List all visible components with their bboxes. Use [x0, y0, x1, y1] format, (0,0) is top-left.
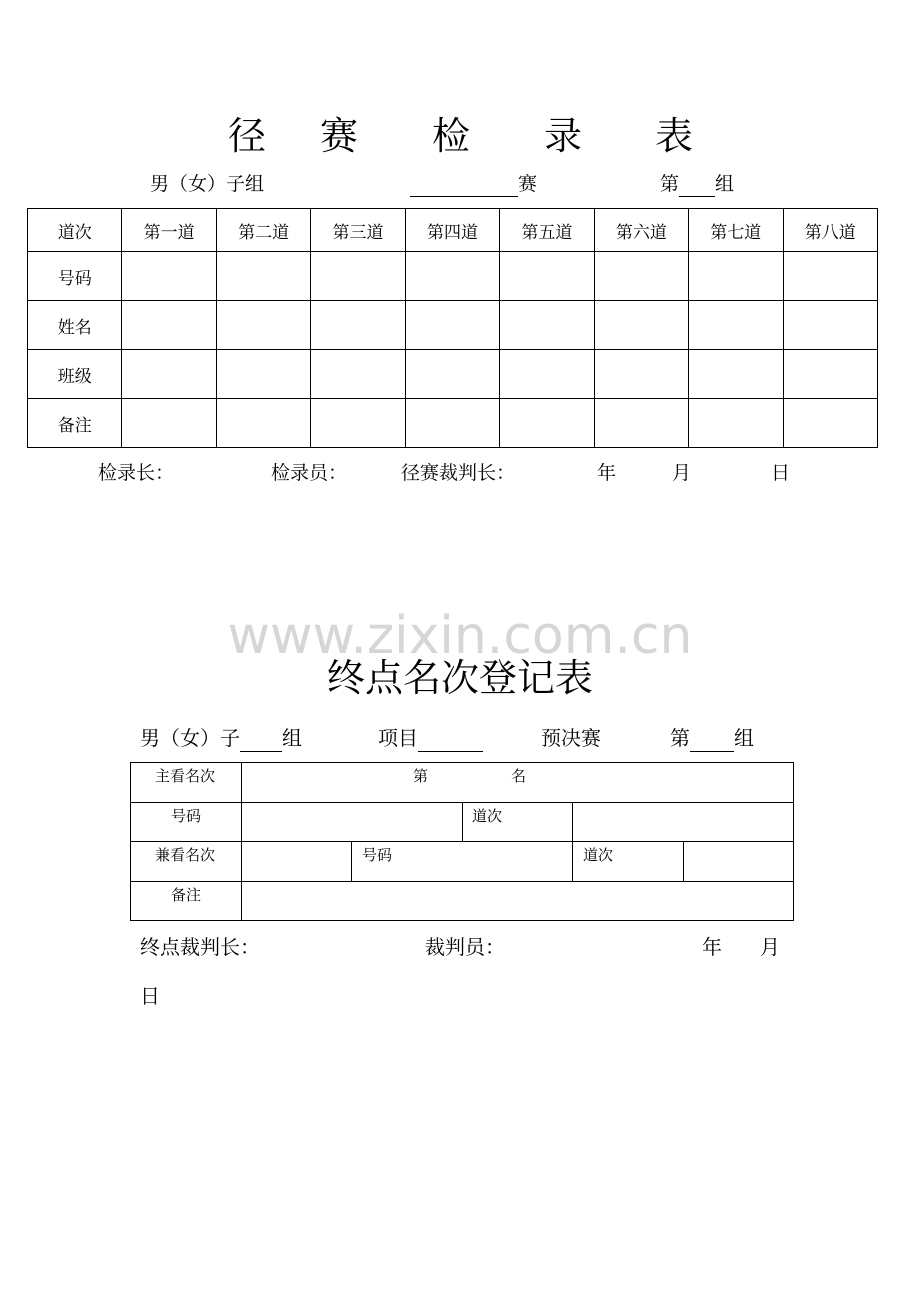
entry-cell[interactable] [500, 350, 594, 399]
entry-cell[interactable] [216, 252, 310, 301]
entry-cell[interactable] [216, 399, 310, 448]
heat-field [660, 171, 734, 197]
number-label: 号码 [171, 807, 202, 825]
entry-cell[interactable] [216, 301, 310, 350]
header-cell: 第八道 [783, 209, 878, 252]
group-blank[interactable] [240, 731, 282, 752]
entry-cell[interactable] [594, 399, 688, 448]
row-divider [131, 881, 793, 882]
table-row [28, 301, 878, 350]
entry-cell[interactable] [689, 350, 783, 399]
form1-title-char: 径 [228, 114, 267, 158]
header-cell: 第三道 [311, 209, 405, 252]
entry-cell[interactable] [122, 301, 216, 350]
event-blank[interactable] [418, 731, 483, 752]
col-divider [683, 841, 684, 881]
col-divider [462, 802, 463, 841]
sub-number-label: 号码 [362, 846, 393, 864]
entry-cell[interactable] [311, 252, 405, 301]
form1-title-char: 赛 [320, 114, 359, 158]
watermark: www.zixin.com.cn [227, 606, 693, 666]
referee-label: 径赛裁判长： [401, 462, 516, 484]
entry-cell[interactable] [500, 252, 594, 301]
heat-field [670, 724, 754, 752]
entry-cell[interactable] [311, 301, 405, 350]
header-cell: 第四道 [405, 209, 499, 252]
header-cell: 第六道 [594, 209, 688, 252]
entry-cell[interactable] [594, 350, 688, 399]
header-cell: 第二道 [216, 209, 310, 252]
event-blank[interactable] [410, 176, 518, 197]
heat-suffix: 组 [734, 726, 754, 750]
entry-cell[interactable] [783, 350, 878, 399]
row-label: 姓名 [28, 301, 122, 350]
heat-prefix: 第 [660, 173, 680, 195]
heat-blank[interactable] [679, 176, 715, 197]
entry-cell[interactable] [405, 399, 499, 448]
month-label: 月 [672, 462, 692, 484]
header-cell: 第五道 [500, 209, 594, 252]
finish-referee-label: 终点裁判长： [140, 935, 260, 959]
round-label: 预决赛 [541, 726, 601, 750]
header-cell: 第七道 [689, 209, 783, 252]
heat-suffix: 组 [715, 173, 735, 195]
row-label: 备注 [28, 399, 122, 448]
group-field [140, 724, 302, 752]
group-suffix: 组 [282, 726, 302, 750]
row-label: 班级 [28, 350, 122, 399]
entry-cell[interactable] [405, 350, 499, 399]
chief-label: 检录长： [98, 462, 175, 484]
row-label: 号码 [28, 252, 122, 301]
entry-cell[interactable] [122, 252, 216, 301]
day-label: 日 [140, 984, 160, 1008]
finish-table [130, 762, 794, 921]
table-row [28, 252, 878, 301]
col-divider [351, 841, 352, 881]
entry-cell[interactable] [783, 399, 878, 448]
table-header-row [28, 209, 878, 252]
place-suffix: 名 [511, 767, 527, 785]
form1-title-char: 检 [432, 114, 471, 158]
entry-cell[interactable] [122, 350, 216, 399]
entry-cell[interactable] [594, 252, 688, 301]
col-divider [572, 802, 573, 881]
clerk-label: 检录员： [271, 462, 348, 484]
entry-cell[interactable] [405, 252, 499, 301]
day-label: 日 [771, 462, 791, 484]
entry-cell[interactable] [311, 399, 405, 448]
judge-label: 裁判员： [425, 935, 505, 959]
form1-title-char: 录 [544, 114, 583, 158]
checkin-table [27, 208, 878, 448]
place-prefix: 第 [413, 767, 429, 785]
lane-label: 道次 [472, 807, 503, 825]
entry-cell[interactable] [311, 350, 405, 399]
entry-cell[interactable] [689, 399, 783, 448]
entry-cell[interactable] [689, 252, 783, 301]
col-divider [241, 763, 242, 920]
entry-cell[interactable] [689, 301, 783, 350]
year-label: 年 [702, 935, 722, 959]
heat-prefix: 第 [670, 726, 690, 750]
event-field [378, 724, 483, 752]
group-prefix: 男（女）子 [140, 726, 240, 750]
entry-cell[interactable] [594, 301, 688, 350]
event-suffix: 赛 [518, 173, 538, 195]
header-cell: 第一道 [122, 209, 216, 252]
form1-title-char: 表 [655, 114, 694, 158]
group-label: 男（女）子组 [150, 173, 265, 195]
entry-cell[interactable] [500, 301, 594, 350]
month-label: 月 [760, 935, 780, 959]
entry-cell[interactable] [122, 399, 216, 448]
form2-title: 终点名次登记表 [326, 656, 593, 700]
event-label: 项目 [378, 726, 418, 750]
year-label: 年 [597, 462, 617, 484]
main-place-label: 主看名次 [155, 767, 216, 785]
sub-place-label: 兼看名次 [155, 846, 216, 864]
sub-lane-label: 道次 [583, 846, 614, 864]
entry-cell[interactable] [783, 252, 878, 301]
entry-cell[interactable] [500, 399, 594, 448]
row-divider [131, 841, 793, 842]
heat-blank[interactable] [690, 731, 734, 752]
table-row [28, 399, 878, 448]
entry-cell[interactable] [783, 301, 878, 350]
event-field [410, 171, 537, 197]
table-row [28, 350, 878, 399]
header-cell: 道次 [28, 209, 122, 252]
entry-cell[interactable] [405, 301, 499, 350]
remarks-label: 备注 [171, 886, 202, 904]
entry-cell[interactable] [216, 350, 310, 399]
